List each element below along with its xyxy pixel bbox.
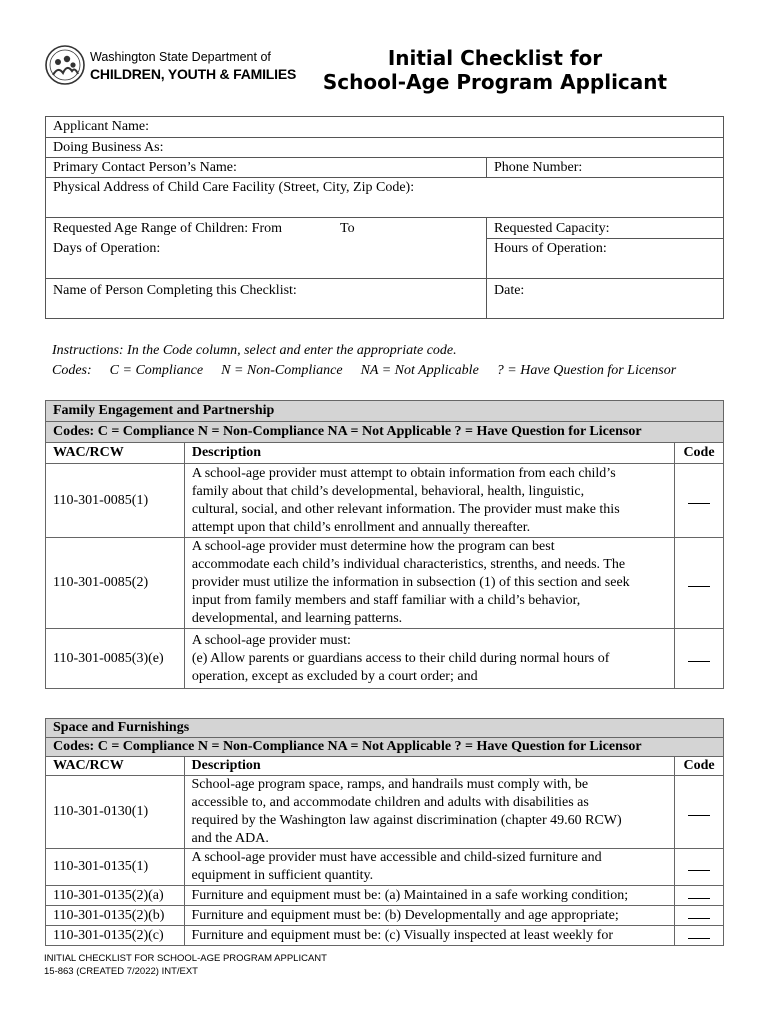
title-line2: School-Age Program Applicant	[322, 70, 668, 94]
description-line: School-age program space, ramps, and handrails must comply with, be	[191, 777, 589, 792]
description-line: equipment in sufficient quantity.	[191, 868, 374, 883]
column-header-description: Description	[184, 443, 674, 464]
requested-capacity-field[interactable]: Requested Capacity:	[487, 218, 724, 239]
section-title: Space and Furnishings	[46, 719, 724, 738]
wac-cell: 110-301-0085(3)(e)	[46, 629, 185, 689]
days-of-operation-field[interactable]: Days of Operation:	[46, 239, 487, 279]
description-line: and the ADA.	[191, 831, 269, 846]
description-line: cultural, social, and other relevant information. The provider must make this	[191, 501, 620, 517]
code-entry[interactable]	[675, 926, 724, 946]
code-blank[interactable]	[688, 858, 710, 871]
description-line: developmental, and learning patterns.	[191, 611, 403, 626]
phone-number-field[interactable]: Phone Number:	[487, 158, 724, 178]
description-cell: Furniture and equipment must be: (c) Visually inspected at least weekly for	[184, 926, 675, 946]
wac-cell: 110-301-0130(1)	[46, 776, 185, 849]
description-line: A school-age provider must determine how the program can best	[191, 539, 555, 554]
column-header-wac: WAC/RCW	[46, 443, 185, 464]
wac-cell: 110-301-0135(2)(a)	[46, 886, 185, 906]
description-cell	[184, 776, 675, 849]
description-cell	[184, 538, 674, 629]
wac-cell: 110-301-0135(2)(b)	[46, 906, 185, 926]
code-question: ? = Have Question for Licensor	[496, 363, 677, 378]
column-header-code: Code	[675, 443, 724, 464]
code-blank[interactable]	[688, 649, 710, 662]
description-cell: Furniture and equipment must be: (b) Developmentally and age appropriate;	[184, 906, 675, 926]
agency-name-line1: Washington State Department of	[90, 50, 271, 64]
dcyf-seal-icon	[44, 44, 86, 86]
description-line: input from family members and staff familiar with a child’s behavior,	[191, 593, 581, 608]
instructions-text: Instructions: In the Code column, select and enter the appropriate code.	[52, 343, 457, 358]
codes-label: Codes:	[52, 363, 92, 378]
dcyf-logo	[44, 44, 297, 88]
person-completing-field[interactable]: Name of Person Completing this Checklist:	[46, 279, 487, 319]
code-blank[interactable]	[688, 491, 710, 504]
code-entry[interactable]	[675, 776, 724, 849]
code-blank[interactable]	[688, 906, 710, 919]
description-line: accommodate each child’s individual characteristics, strenths, and needs. The	[191, 557, 626, 572]
description-line: A school-age provider must attempt to obtain information from each child’s	[191, 465, 616, 481]
code-entry[interactable]	[675, 906, 724, 926]
column-header-code: Code	[675, 757, 724, 776]
age-range-field[interactable]	[46, 218, 487, 239]
wac-cell: 110-301-0085(2)	[46, 538, 185, 629]
space-furnishings-table	[45, 718, 724, 946]
column-header-wac: WAC/RCW	[46, 757, 185, 776]
section-codes: Codes: C = Compliance N = Non-Compliance NA = Not Applicable ? = Have Question for Licensor	[46, 422, 724, 443]
code-blank[interactable]	[688, 574, 710, 587]
hours-of-operation-field[interactable]: Hours of Operation:	[487, 239, 724, 279]
code-not-applicable: NA = Not Applicable	[360, 363, 479, 378]
description-line: attempt upon that child’s enrollment and annually thereafter.	[191, 519, 531, 535]
code-entry[interactable]	[675, 464, 724, 538]
footer-form-number: 15-863 (CREATED 7/2022) INT/EXT	[44, 966, 198, 977]
description-line: (e) Allow parents or guardians access to their child during normal hours of	[191, 650, 610, 666]
description-line: required by the Washington law against discrimination (chapter 49.60 RCW)	[191, 813, 622, 828]
code-blank[interactable]	[688, 886, 710, 899]
age-range-to-label: To	[340, 221, 355, 236]
section-title: Family Engagement and Partnership	[46, 401, 724, 422]
age-range-from-label: Requested Age Range of Children: From	[53, 221, 283, 236]
instructions	[52, 341, 676, 381]
document-title	[300, 46, 690, 94]
description-cell	[184, 629, 674, 689]
doing-business-as-field[interactable]: Doing Business As:	[46, 138, 724, 158]
code-entry[interactable]	[675, 886, 724, 906]
description-cell	[184, 464, 674, 538]
code-non-compliance: N = Non-Compliance	[221, 363, 343, 378]
wac-cell: 110-301-0135(1)	[46, 849, 185, 886]
description-cell: Furniture and equipment must be: (a) Maintained in a safe working condition;	[184, 886, 675, 906]
applicant-info-table	[45, 116, 724, 319]
page-footer	[44, 952, 327, 978]
description-line: accessible to, and accommodate children and adults with disabilities as	[191, 795, 589, 810]
column-header-description: Description	[184, 757, 675, 776]
primary-contact-field[interactable]: Primary Contact Person’s Name:	[46, 158, 487, 178]
family-engagement-table	[45, 400, 724, 689]
section-codes: Codes: C = Compliance N = Non-Compliance NA = Not Applicable ? = Have Question for Licensor	[46, 738, 724, 757]
agency-name-line2: CHILDREN, YOUTH & FAMILIES	[90, 66, 297, 82]
description-cell	[184, 849, 675, 886]
code-blank[interactable]	[688, 803, 710, 816]
code-entry[interactable]	[675, 538, 724, 629]
title-line1: Initial Checklist for	[387, 46, 603, 70]
date-field[interactable]: Date:	[487, 279, 724, 319]
description-line: family about that child’s developmental, behavioral, health, linguistic,	[191, 483, 585, 499]
description-line: A school-age provider must:	[191, 632, 351, 648]
physical-address-field[interactable]: Physical Address of Child Care Facility (Street, City, Zip Code):	[46, 178, 724, 218]
wac-cell: 110-301-0085(1)	[46, 464, 185, 538]
instructions-codes	[52, 361, 676, 381]
code-blank[interactable]	[688, 926, 710, 939]
wac-cell: 110-301-0135(2)(c)	[46, 926, 185, 946]
description-line: A school-age provider must have accessible and child-sized furniture and	[191, 850, 602, 865]
code-entry[interactable]	[675, 629, 724, 689]
footer-form-title: INITIAL CHECKLIST FOR SCHOOL-AGE PROGRAM APPLICANT	[44, 953, 327, 964]
description-line: provider must utilize the information in subsection (1) of this section and seek	[191, 575, 630, 590]
code-compliance: C = Compliance	[109, 363, 204, 378]
description-line: operation, except as excluded by a court order; and	[191, 668, 478, 684]
code-entry[interactable]	[675, 849, 724, 886]
applicant-name-field[interactable]: Applicant Name:	[46, 117, 724, 138]
